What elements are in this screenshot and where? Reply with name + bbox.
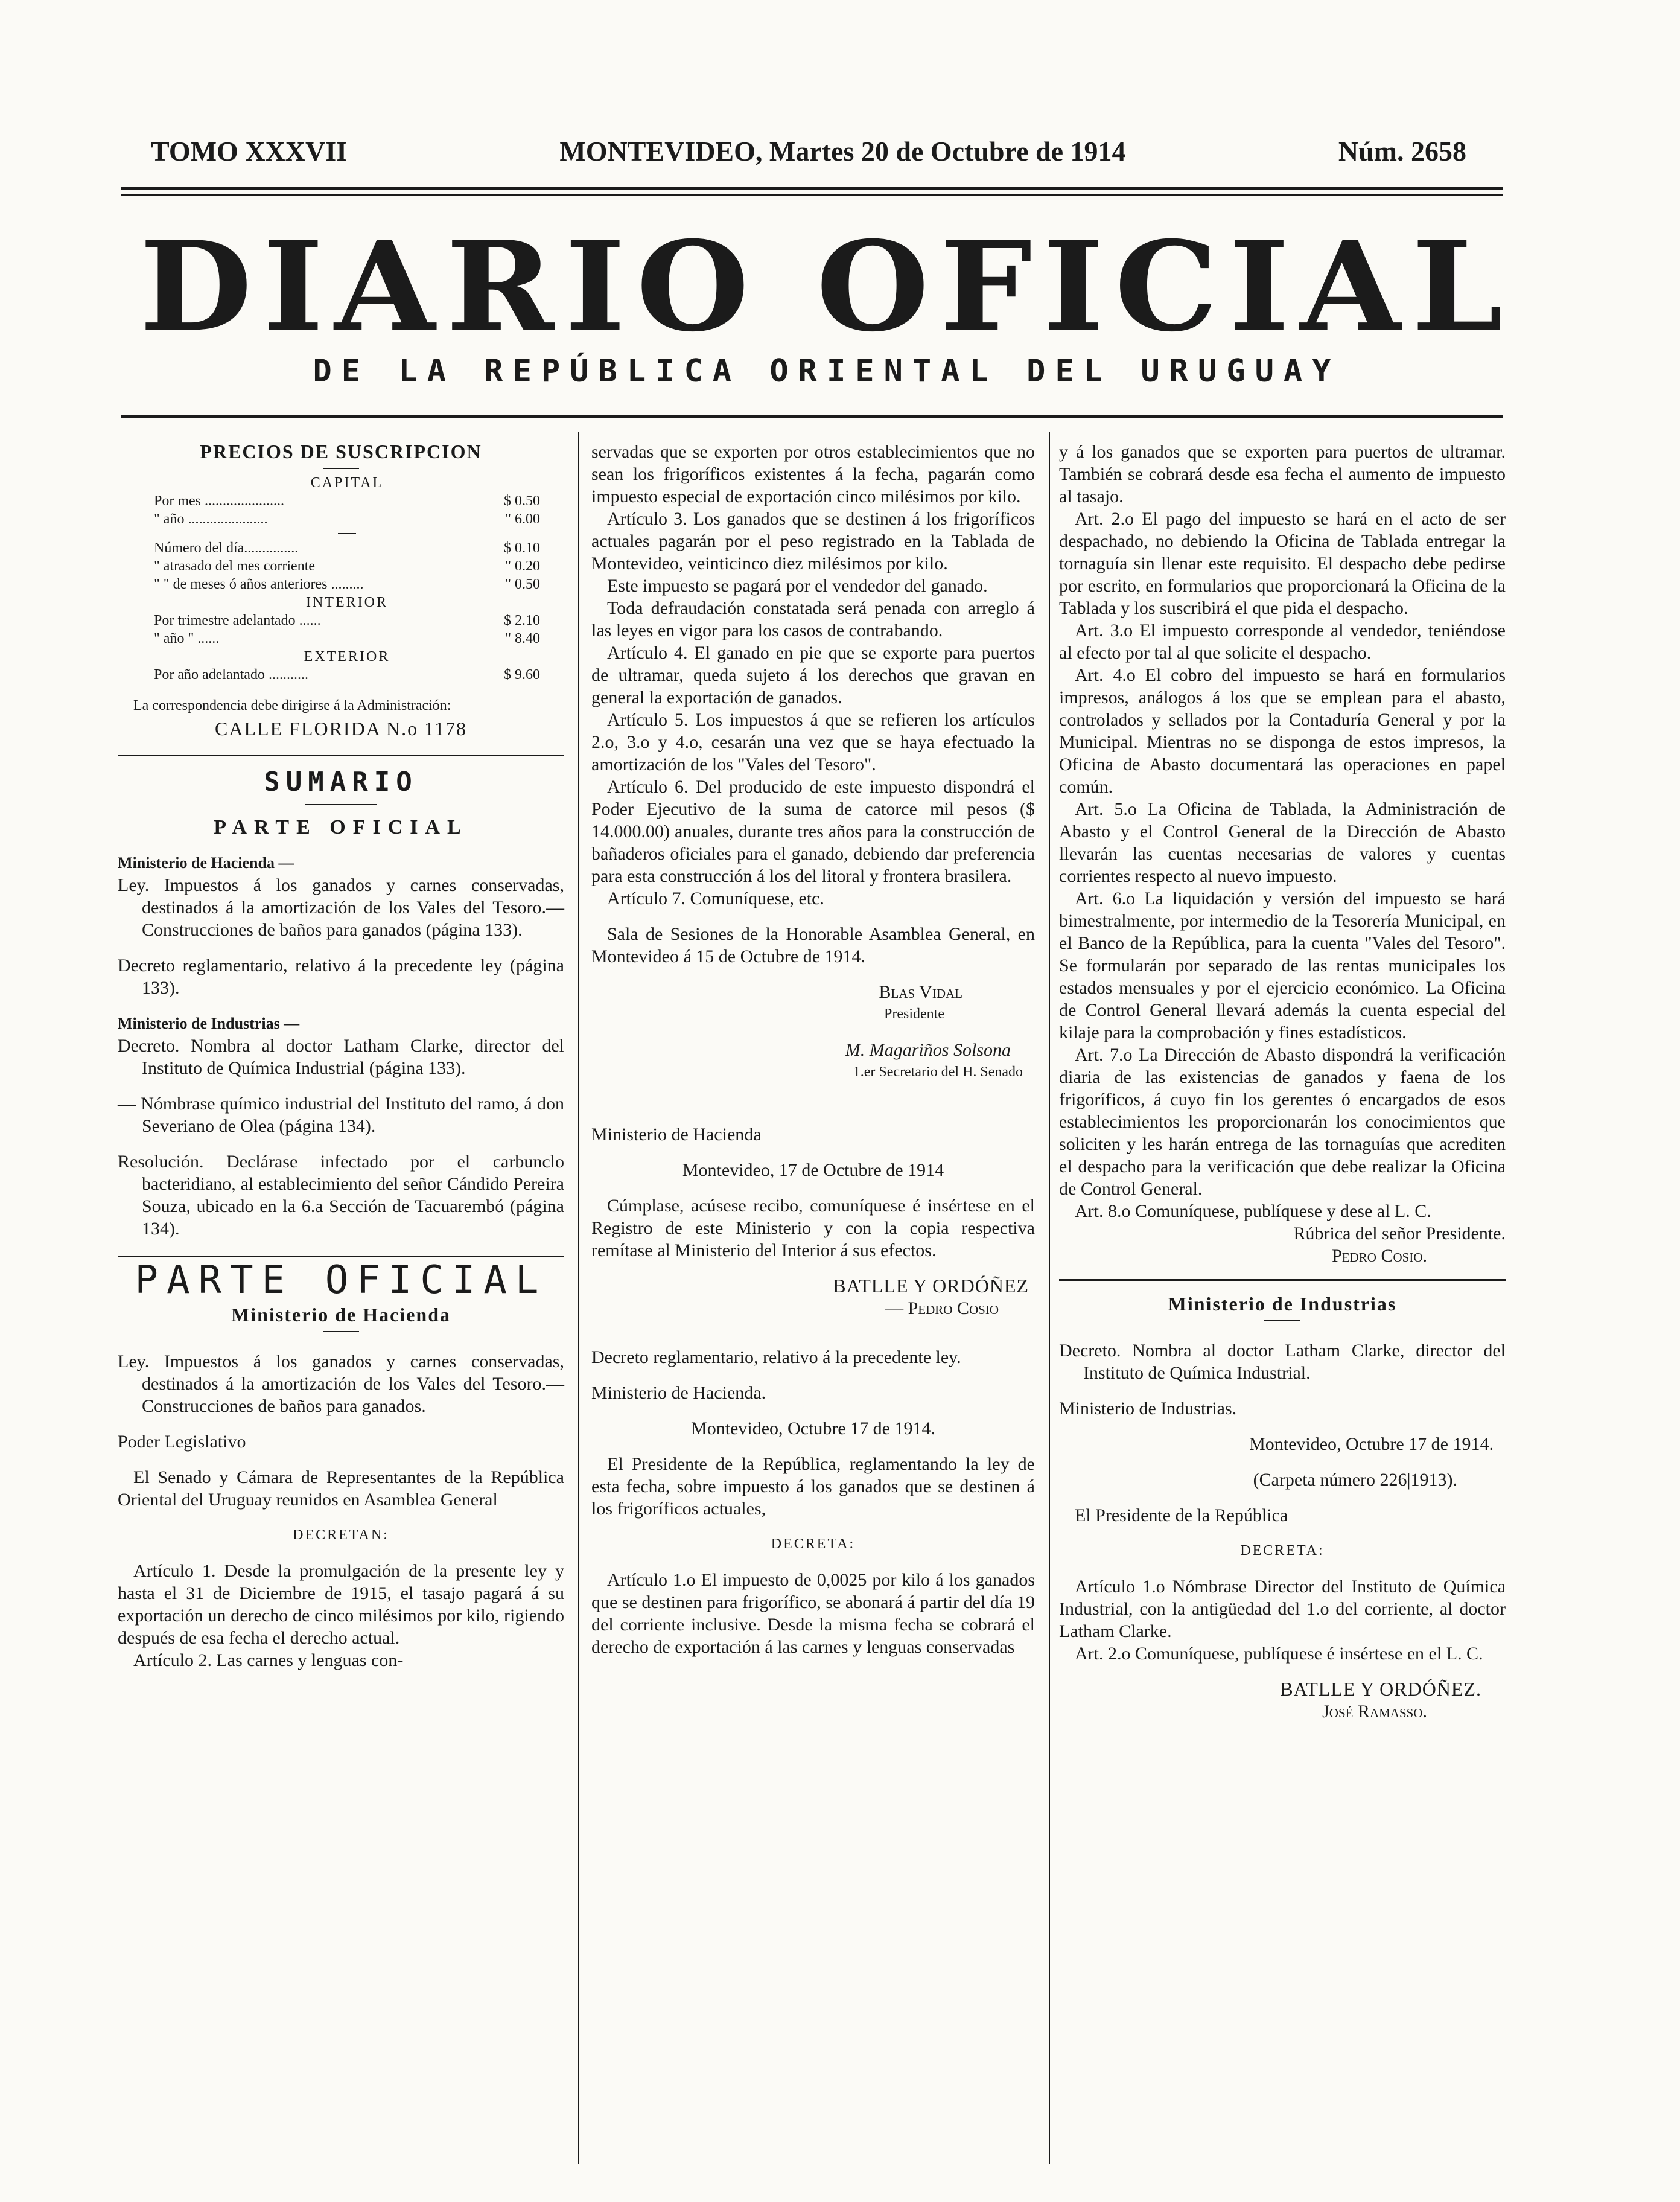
parte-oficial-small: PARTE OFICIAL: [214, 816, 468, 838]
decreta: DECRETA:: [771, 1536, 856, 1552]
short-rule: [1264, 1320, 1300, 1321]
signature-ramasso: José Ramasso.: [1322, 1702, 1427, 1722]
precios-table: [118, 474, 564, 684]
column-3: [1059, 441, 1506, 1723]
paragraph: Art. 4.o El cobro del impuesto se hará en formularios impresos, análogos á los que se emplean para el abasto, controlados y sellados por la Contaduría General y por la Municipal. Mientras no se disponga de estos impresos, la Oficina de Abasto documentará las operaciones en papel común.: [1059, 665, 1506, 797]
paragraph: Art. 2.o El pago del impuesto se hará en el acto de ser despachado, no debiendo la Oficina de Tablada entregar la tornaguía sin llenar este requisito. El despacho debe pedirse por escrito, en formularios que proporcionará la Oficina de la Tablada y los suscribirá el que pida el despacho.: [1059, 509, 1506, 618]
column-2: [591, 441, 1035, 1658]
precios-title: PRECIOS DE SUSCRIPCION: [200, 441, 482, 462]
price-row: Por mes ...................... $ 0.50: [154, 493, 540, 509]
cumplase-paragraph: Cúmplase, acúsese recibo, comuníquese é insértese en el Registro de este Ministerio y con la copia respectiva remítase al Ministerio del Interior á sus efectos.: [591, 1196, 1035, 1260]
paragraph: servadas que se exporten por otros establecimientos que no sean los frigoríficos existentes á la fecha, pagarán como impuesto especial de exportación cinco milésimos por kilo.: [591, 442, 1035, 506]
paragraph: Art. 5.o La Oficina de Tablada, la Administración de Abasto y el Control General de la Dirección de Abasto llevarán las cuentas necesarias de valores y cuentas corrientes respecto al nuevo impuesto.: [1059, 799, 1506, 886]
fecha: Montevideo, Octubre 17 de 1914.: [691, 1419, 935, 1438]
articulo-1: Artículo 1. Desde la promulgación de la presente ley y hasta el 31 de Diciembre de 1915, el tasajo pagará á su exportación un derecho de cinco milésimos por kilo, rigiendo después de esa fecha el derecho actual.: [118, 1561, 564, 1648]
short-rule: [305, 804, 377, 805]
issue-number: Núm. 2658: [1338, 135, 1466, 167]
interior-heading: INTERIOR: [306, 595, 388, 610]
header-line: [151, 130, 1466, 172]
sumario-resolucion: Resolución. Declárase infectado por el carbunclo bacteridiano, al establecimiento del señor Cándido Pereira Souza, ubicado en la 6.a Sección de Tacuarembó (página 134).: [118, 1152, 564, 1239]
articulo-2-start: Artículo 2. Las carnes y lenguas con-: [133, 1650, 404, 1670]
decreto-clarke: Decreto. Nombra al doctor Latham Clarke, director del Instituto de Química Industrial.: [1059, 1341, 1506, 1383]
signature-blas-vidal: Blas Vidal: [879, 982, 962, 1002]
header-rule-top: [121, 187, 1503, 190]
decreta: DECRETA:: [1240, 1543, 1325, 1559]
poder-legislativo: Poder Legislativo: [118, 1432, 246, 1452]
parte-oficial-heading: PARTE OFICIAL: [135, 1258, 547, 1303]
paragraph: Art. 7.o La Dirección de Abasto dispondrá la verificación diaria de las existencias de ganados y faena de los frigoríficos, á cuyo fin los gerentes ó encargados de esos establecimientos les proporcionarán los conocimientos que soliciten y les harán entrega de las tornaguías que acrediten el despacho para la verificación que debe realizar la Oficina de Control General.: [1059, 1045, 1506, 1199]
signature-cosio: — Pedro Cosio: [885, 1298, 999, 1318]
articulo-2: Art. 2.o Comuníquese, publíquese é insértese en el L. C.: [1075, 1644, 1483, 1664]
signature-batlle: BATLLE Y ORDÓÑEZ.: [1280, 1678, 1481, 1700]
paragraph: Artículo 3. Los ganados que se destinen á los frigoríficos actuales pagarán por el peso registrado en la Tablada de Montevideo, veinticinco diez milésimos por kilo.: [591, 509, 1035, 573]
address: CALLE FLORIDA N.o 1178: [215, 718, 467, 739]
sumario-ministerio-industrias: Ministerio de Industrias —: [118, 1015, 300, 1032]
sala-de-sesiones: Sala de Sesiones de la Honorable Asamblea General, en Montevideo á 15 de Octubre de 1914.: [591, 924, 1035, 966]
sumario-decreto-clarke: Decreto. Nombra al doctor Latham Clarke, director del Instituto de Química Industrial (página 133).: [118, 1036, 564, 1078]
fecha: Montevideo, 17 de Octubre de 1914: [682, 1160, 944, 1180]
masthead-subtitle: DE LA REPÚBLICA ORIENTAL DEL URUGUAY: [313, 353, 1341, 389]
sumario-ministerio-hacienda: Ministerio de Hacienda —: [118, 854, 294, 872]
column-1: [118, 441, 564, 1671]
short-rule: [323, 468, 359, 469]
paragraph: Artículo 5. Los impuestos á que se refieren los artículos 2.o, 3.o y 4.o, cesarán una vez que se haya efectuado la amortización de los "Vales del Tesoro".: [591, 710, 1035, 774]
articulo-1: Artículo 1.o Nómbrase Director del Instituto de Química Industrial, con la antigüedad del 1.o del corriente, al doctor Latham Clarke.: [1059, 1577, 1506, 1641]
articulo-1: Artículo 1.o El impuesto de 0,0025 por kilo á los ganados que se destinen para frigorífico, se abonará á partir del día 19 del corriente inclusive. Desde la misma fecha se cobrará el derecho de exportación á las carnes y lenguas conservadas: [591, 1570, 1035, 1657]
paragraph: Art. 6.o La liquidación y versión del impuesto se hará bimestralmente, por intermedio de la Tesorería Municipal, en el Banco de la República, para la cuenta "Vales del Tesoro". Se formularán por separado de las rentas municipales los estados mensuales y por el ejercicio económico. La Oficina de Control General llevará además la cuenta especial del kilaje para la comprobación y fines estadísticos.: [1059, 889, 1506, 1042]
decretan: DECRETAN:: [293, 1527, 389, 1543]
ministerio-industrias-b: Ministerio de Industrias.: [1059, 1399, 1237, 1419]
header-rule-bottom: [121, 194, 1503, 196]
paragraph: Art. 3.o El impuesto corresponde al vendedor, teniéndose al efecto por tal al que solicite el despacho.: [1059, 621, 1506, 663]
signature-cosio: Pedro Cosio.: [1332, 1246, 1427, 1266]
section-rule: [1059, 1279, 1506, 1281]
price-row: " " de meses ó años anteriores ......... " 0.50: [154, 576, 540, 592]
exterior-heading: EXTERIOR: [304, 649, 390, 665]
dateline: MONTEVIDEO, Martes 20 de Octubre de 1914: [559, 135, 1126, 167]
ministerio-hacienda: Ministerio de Hacienda: [591, 1125, 762, 1144]
ministerio-industrias-heading: Ministerio de Industrias: [1168, 1293, 1397, 1315]
carpeta: (Carpeta número 226|1913).: [1253, 1470, 1457, 1490]
column-divider-2: [1049, 432, 1050, 2164]
signature-magarinos: M. Magariños Solsona: [845, 1040, 1011, 1060]
masthead-rule: [121, 415, 1503, 418]
senado-paragraph: El Senado y Cámara de Representantes de la República Oriental del Uruguay reunidos en Asamblea General: [118, 1467, 564, 1510]
presidente-paragraph: El Presidente de la República: [1075, 1505, 1288, 1525]
price-row: " año ...................... " 6.00: [154, 511, 540, 527]
paragraph: Artículo 4. El ganado en pie que se exporte para puertos de ultramar, queda sujeto á los derechos que gravan en general la exportación de ganados.: [591, 643, 1035, 707]
paragraph: Toda defraudación constatada será penada con arreglo á las leyes en vigor para los casos de contrabando.: [591, 598, 1035, 640]
column-divider-1: [578, 432, 579, 2164]
presidente-paragraph: El Presidente de la República, reglamentando la ley de esta fecha, sobre impuesto á los ganados que se destinen á los frigoríficos actuales,: [591, 1454, 1035, 1519]
rubrica: Rúbrica del señor Presidente.: [1293, 1224, 1506, 1243]
correspondencia-note: La correspondencia debe dirigirse á la Administración:: [133, 698, 451, 713]
paragraph: Artículo 7. Comuníquese, etc.: [607, 889, 824, 908]
signature-batlle: BATLLE Y ORDÓÑEZ: [833, 1275, 1029, 1297]
sumario-ley: Ley. Impuestos á los ganados y carnes conservadas, destinados á la amortización de los Vales del Tesoro.—Construcciones de baños para ganados (página 133).: [118, 875, 564, 940]
ministerio-hacienda-heading: Ministerio de Hacienda: [231, 1304, 451, 1326]
signature-title-presidente: Presidente: [884, 1006, 944, 1022]
price-row: Por año adelantado ........... $ 9.60: [154, 667, 540, 683]
sumario-heading: SUMARIO: [264, 767, 418, 797]
section-rule: [118, 1256, 564, 1257]
section-rule: [118, 755, 564, 756]
fecha: Montevideo, Octubre 17 de 1914.: [1249, 1434, 1494, 1454]
paragraph: Este impuesto se pagará por el vendedor del ganado.: [607, 576, 988, 596]
paragraph: Art. 8.o Comuníquese, publíquese y dese al L. C.: [1075, 1201, 1431, 1221]
price-row: " atrasado del mes corriente " 0.20: [154, 558, 540, 574]
short-rule: [338, 533, 356, 534]
price-row: Número del día............... $ 0.10: [154, 540, 540, 556]
paragraph: y á los ganados que se exporten para puertos de ultramar. También se cobrará desde esa fecha el aumento de impuesto al tasajo.: [1059, 442, 1506, 506]
decreto-reglamentario: Decreto reglamentario, relativo á la precedente ley.: [591, 1347, 961, 1367]
tomo: TOMO XXXVII: [151, 135, 348, 167]
sumario-decreto-olea: — Nómbrase químico industrial del Instituto del ramo, á don Severiano de Olea (página 134).: [118, 1094, 564, 1136]
ley-title: Ley. Impuestos á los ganados y carnes conservadas, destinados á la amortización de los Vales del Tesoro.—Construcciones de baños para ganados.: [118, 1352, 564, 1416]
ministerio-hacienda-b: Ministerio de Hacienda.: [591, 1383, 766, 1403]
paragraph: Artículo 6. Del producido de este impuesto dispondrá el Poder Ejecutivo de la suma de catorce mil pesos ($ 14.000.00) anuales, durante tres años para la construcción de bañaderos oficiales para el ganado, debiendo dar preferencia para esta construcción á los del litoral y frontera brasilera.: [591, 777, 1035, 886]
short-rule: [323, 1331, 359, 1332]
capital-heading: CAPITAL: [310, 475, 384, 491]
price-row: Por trimestre adelantado ...... $ 2.10: [154, 613, 540, 628]
sumario-decreto: Decreto reglamentario, relativo á la precedente ley (página 133).: [118, 956, 564, 998]
masthead-title: DIARIO OFICIAL: [139, 214, 1514, 359]
signature-title-secretario: 1.er Secretario del H. Senado: [853, 1064, 1023, 1080]
price-row: " año " ...... " 8.40: [154, 631, 540, 646]
